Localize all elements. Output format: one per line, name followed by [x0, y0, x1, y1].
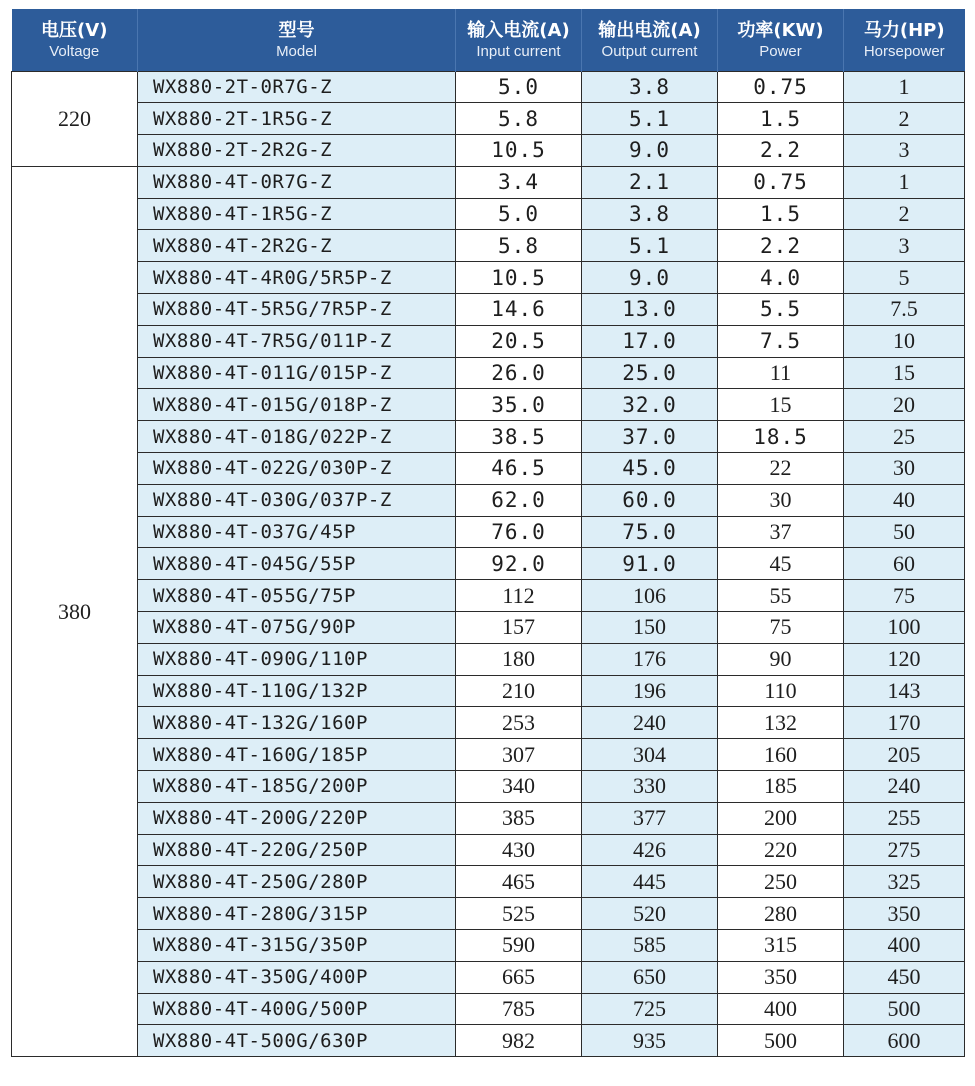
table-row [12, 262, 965, 294]
output-current-cell: 9.0 [582, 262, 718, 294]
power-cell: 2.2 [718, 135, 844, 167]
power-cell: 5.5 [718, 294, 844, 326]
horsepower-cell: 30 [844, 453, 965, 485]
input-current-cell: 385 [456, 802, 582, 834]
model-cell: WX880-4T-200G/220P [138, 802, 456, 834]
input-current-cell: 92.0 [456, 548, 582, 580]
table-row [12, 548, 965, 580]
power-cell: 280 [718, 898, 844, 930]
output-current-cell: 5.1 [582, 230, 718, 262]
model-cell: WX880-4T-110G/132P [138, 675, 456, 707]
input-current-cell: 157 [456, 612, 582, 644]
power-cell: 0.75 [718, 71, 844, 103]
power-cell: 132 [718, 707, 844, 739]
horsepower-cell: 15 [844, 357, 965, 389]
power-cell: 400 [718, 993, 844, 1025]
horsepower-cell: 75 [844, 580, 965, 612]
model-cell: WX880-4T-160G/185P [138, 739, 456, 771]
output-current-cell: 60.0 [582, 484, 718, 516]
table-row [12, 1025, 965, 1057]
output-current-cell: 37.0 [582, 421, 718, 453]
model-cell: WX880-4T-7R5G/011P-Z [138, 325, 456, 357]
header-row [12, 9, 965, 71]
output-current-cell: 17.0 [582, 325, 718, 357]
input-current-cell: 430 [456, 834, 582, 866]
power-cell: 90 [718, 643, 844, 675]
power-cell: 110 [718, 675, 844, 707]
input-current-cell: 665 [456, 961, 582, 993]
table-row [12, 484, 965, 516]
model-cell: WX880-4T-350G/400P [138, 961, 456, 993]
model-cell: WX880-4T-5R5G/7R5P-Z [138, 294, 456, 326]
table-row [12, 198, 965, 230]
model-cell: WX880-2T-1R5G-Z [138, 103, 456, 135]
output-current-cell: 445 [582, 866, 718, 898]
power-cell: 4.0 [718, 262, 844, 294]
input-current-cell: 3.4 [456, 166, 582, 198]
horsepower-cell: 3 [844, 135, 965, 167]
output-current-cell: 935 [582, 1025, 718, 1057]
input-current-cell: 26.0 [456, 357, 582, 389]
output-current-cell: 725 [582, 993, 718, 1025]
output-current-cell: 330 [582, 771, 718, 803]
output-current-cell: 106 [582, 580, 718, 612]
input-current-cell: 180 [456, 643, 582, 675]
power-cell: 250 [718, 866, 844, 898]
input-current-cell: 14.6 [456, 294, 582, 326]
table-row [12, 357, 965, 389]
voltage-cell: 220 [12, 71, 138, 166]
output-current-cell: 176 [582, 643, 718, 675]
horsepower-cell: 325 [844, 866, 965, 898]
header-power-cn: 功率(KW) [737, 19, 824, 41]
horsepower-cell: 500 [844, 993, 965, 1025]
table-row [12, 166, 965, 198]
input-current-cell: 112 [456, 580, 582, 612]
output-current-cell: 25.0 [582, 357, 718, 389]
header-horsepower-cn: 马力(HP) [863, 19, 945, 41]
header-power-en: Power [759, 42, 802, 60]
horsepower-cell: 7.5 [844, 294, 965, 326]
header-horsepower [844, 9, 965, 71]
input-current-cell: 20.5 [456, 325, 582, 357]
power-cell: 160 [718, 739, 844, 771]
power-cell: 30 [718, 484, 844, 516]
model-cell: WX880-2T-0R7G-Z [138, 71, 456, 103]
model-cell: WX880-4T-045G/55P [138, 548, 456, 580]
output-current-cell: 3.8 [582, 71, 718, 103]
input-current-cell: 35.0 [456, 389, 582, 421]
power-cell: 1.5 [718, 103, 844, 135]
power-cell: 15 [718, 389, 844, 421]
power-cell: 75 [718, 612, 844, 644]
header-voltage-cn: 电压(V) [41, 19, 108, 41]
output-current-cell: 32.0 [582, 389, 718, 421]
model-cell: WX880-4T-2R2G-Z [138, 230, 456, 262]
output-current-cell: 650 [582, 961, 718, 993]
output-current-cell: 75.0 [582, 516, 718, 548]
horsepower-cell: 400 [844, 930, 965, 962]
table-row [12, 135, 965, 167]
header-output-current [582, 9, 718, 71]
power-cell: 0.75 [718, 166, 844, 198]
table-header [12, 9, 965, 71]
model-cell: WX880-4T-075G/90P [138, 612, 456, 644]
horsepower-cell: 350 [844, 898, 965, 930]
output-current-cell: 377 [582, 802, 718, 834]
table-row [12, 580, 965, 612]
horsepower-cell: 275 [844, 834, 965, 866]
model-cell: WX880-4T-0R7G-Z [138, 166, 456, 198]
model-cell: WX880-4T-4R0G/5R5P-Z [138, 262, 456, 294]
input-current-cell: 5.8 [456, 230, 582, 262]
power-cell: 37 [718, 516, 844, 548]
table-row [12, 739, 965, 771]
horsepower-cell: 255 [844, 802, 965, 834]
horsepower-cell: 205 [844, 739, 965, 771]
model-cell: WX880-4T-030G/037P-Z [138, 484, 456, 516]
horsepower-cell: 120 [844, 643, 965, 675]
model-cell: WX880-4T-055G/75P [138, 580, 456, 612]
model-cell: WX880-4T-500G/630P [138, 1025, 456, 1057]
table-row [12, 834, 965, 866]
input-current-cell: 525 [456, 898, 582, 930]
model-cell: WX880-4T-022G/030P-Z [138, 453, 456, 485]
table-row [12, 71, 965, 103]
table-row [12, 930, 965, 962]
header-output-current-en: Output current [601, 42, 698, 60]
power-cell: 55 [718, 580, 844, 612]
horsepower-cell: 1 [844, 71, 965, 103]
horsepower-cell: 50 [844, 516, 965, 548]
table-row [12, 866, 965, 898]
model-cell: WX880-4T-132G/160P [138, 707, 456, 739]
model-cell: WX880-4T-400G/500P [138, 993, 456, 1025]
power-cell: 200 [718, 802, 844, 834]
header-input-current-en: Input current [476, 42, 561, 60]
power-cell: 11 [718, 357, 844, 389]
model-cell: WX880-4T-015G/018P-Z [138, 389, 456, 421]
horsepower-cell: 100 [844, 612, 965, 644]
horsepower-cell: 25 [844, 421, 965, 453]
table-row [12, 898, 965, 930]
horsepower-cell: 40 [844, 484, 965, 516]
horsepower-cell: 10 [844, 325, 965, 357]
header-horsepower-en: Horsepower [863, 42, 945, 60]
output-current-cell: 9.0 [582, 135, 718, 167]
input-current-cell: 5.8 [456, 103, 582, 135]
output-current-cell: 426 [582, 834, 718, 866]
table-row [12, 707, 965, 739]
table-row [12, 612, 965, 644]
power-cell: 7.5 [718, 325, 844, 357]
input-current-cell: 210 [456, 675, 582, 707]
power-cell: 185 [718, 771, 844, 803]
header-model-cn: 型号 [278, 19, 315, 41]
horsepower-cell: 143 [844, 675, 965, 707]
output-current-cell: 196 [582, 675, 718, 707]
model-cell: WX880-4T-220G/250P [138, 834, 456, 866]
input-current-cell: 590 [456, 930, 582, 962]
model-cell: WX880-4T-315G/350P [138, 930, 456, 962]
power-cell: 45 [718, 548, 844, 580]
model-cell: WX880-2T-2R2G-Z [138, 135, 456, 167]
power-cell: 500 [718, 1025, 844, 1057]
model-cell: WX880-4T-185G/200P [138, 771, 456, 803]
horsepower-cell: 5 [844, 262, 965, 294]
output-current-cell: 304 [582, 739, 718, 771]
model-cell: WX880-4T-1R5G-Z [138, 198, 456, 230]
power-cell: 220 [718, 834, 844, 866]
header-model [138, 9, 456, 71]
output-current-cell: 520 [582, 898, 718, 930]
power-cell: 2.2 [718, 230, 844, 262]
input-current-cell: 5.0 [456, 198, 582, 230]
input-current-cell: 785 [456, 993, 582, 1025]
horsepower-cell: 60 [844, 548, 965, 580]
table-row [12, 516, 965, 548]
header-output-current-cn: 输出电流(A) [598, 19, 701, 41]
input-current-cell: 307 [456, 739, 582, 771]
horsepower-cell: 3 [844, 230, 965, 262]
header-voltage [12, 9, 138, 71]
horsepower-cell: 600 [844, 1025, 965, 1057]
horsepower-cell: 1 [844, 166, 965, 198]
output-current-cell: 2.1 [582, 166, 718, 198]
horsepower-cell: 170 [844, 707, 965, 739]
header-voltage-en: Voltage [49, 42, 100, 60]
spec-table [11, 9, 965, 1057]
output-current-cell: 13.0 [582, 294, 718, 326]
horsepower-cell: 20 [844, 389, 965, 421]
model-cell: WX880-4T-280G/315P [138, 898, 456, 930]
model-cell: WX880-4T-037G/45P [138, 516, 456, 548]
power-cell: 315 [718, 930, 844, 962]
model-cell: WX880-4T-011G/015P-Z [138, 357, 456, 389]
output-current-cell: 91.0 [582, 548, 718, 580]
output-current-cell: 3.8 [582, 198, 718, 230]
table-row [12, 421, 965, 453]
output-current-cell: 150 [582, 612, 718, 644]
table-row [12, 961, 965, 993]
input-current-cell: 465 [456, 866, 582, 898]
input-current-cell: 340 [456, 771, 582, 803]
table-row [12, 294, 965, 326]
horsepower-cell: 2 [844, 198, 965, 230]
table-row [12, 675, 965, 707]
input-current-cell: 46.5 [456, 453, 582, 485]
horsepower-cell: 2 [844, 103, 965, 135]
header-input-current [456, 9, 582, 71]
model-cell: WX880-4T-090G/110P [138, 643, 456, 675]
voltage-cell: 380 [12, 166, 138, 1056]
table-row [12, 993, 965, 1025]
horsepower-cell: 450 [844, 961, 965, 993]
table-row [12, 389, 965, 421]
table-row [12, 230, 965, 262]
input-current-cell: 62.0 [456, 484, 582, 516]
power-cell: 22 [718, 453, 844, 485]
model-cell: WX880-4T-018G/022P-Z [138, 421, 456, 453]
input-current-cell: 253 [456, 707, 582, 739]
input-current-cell: 76.0 [456, 516, 582, 548]
table-row [12, 802, 965, 834]
table-row [12, 453, 965, 485]
header-power [718, 9, 844, 71]
input-current-cell: 5.0 [456, 71, 582, 103]
table-row [12, 771, 965, 803]
input-current-cell: 982 [456, 1025, 582, 1057]
header-input-current-cn: 输入电流(A) [467, 19, 570, 41]
power-cell: 350 [718, 961, 844, 993]
output-current-cell: 240 [582, 707, 718, 739]
table-row [12, 325, 965, 357]
model-cell: WX880-4T-250G/280P [138, 866, 456, 898]
power-cell: 18.5 [718, 421, 844, 453]
output-current-cell: 5.1 [582, 103, 718, 135]
output-current-cell: 45.0 [582, 453, 718, 485]
horsepower-cell: 240 [844, 771, 965, 803]
table-body [12, 71, 965, 1057]
output-current-cell: 585 [582, 930, 718, 962]
power-cell: 1.5 [718, 198, 844, 230]
input-current-cell: 10.5 [456, 262, 582, 294]
table-row [12, 643, 965, 675]
header-model-en: Model [276, 42, 317, 60]
table-row [12, 103, 965, 135]
input-current-cell: 10.5 [456, 135, 582, 167]
input-current-cell: 38.5 [456, 421, 582, 453]
